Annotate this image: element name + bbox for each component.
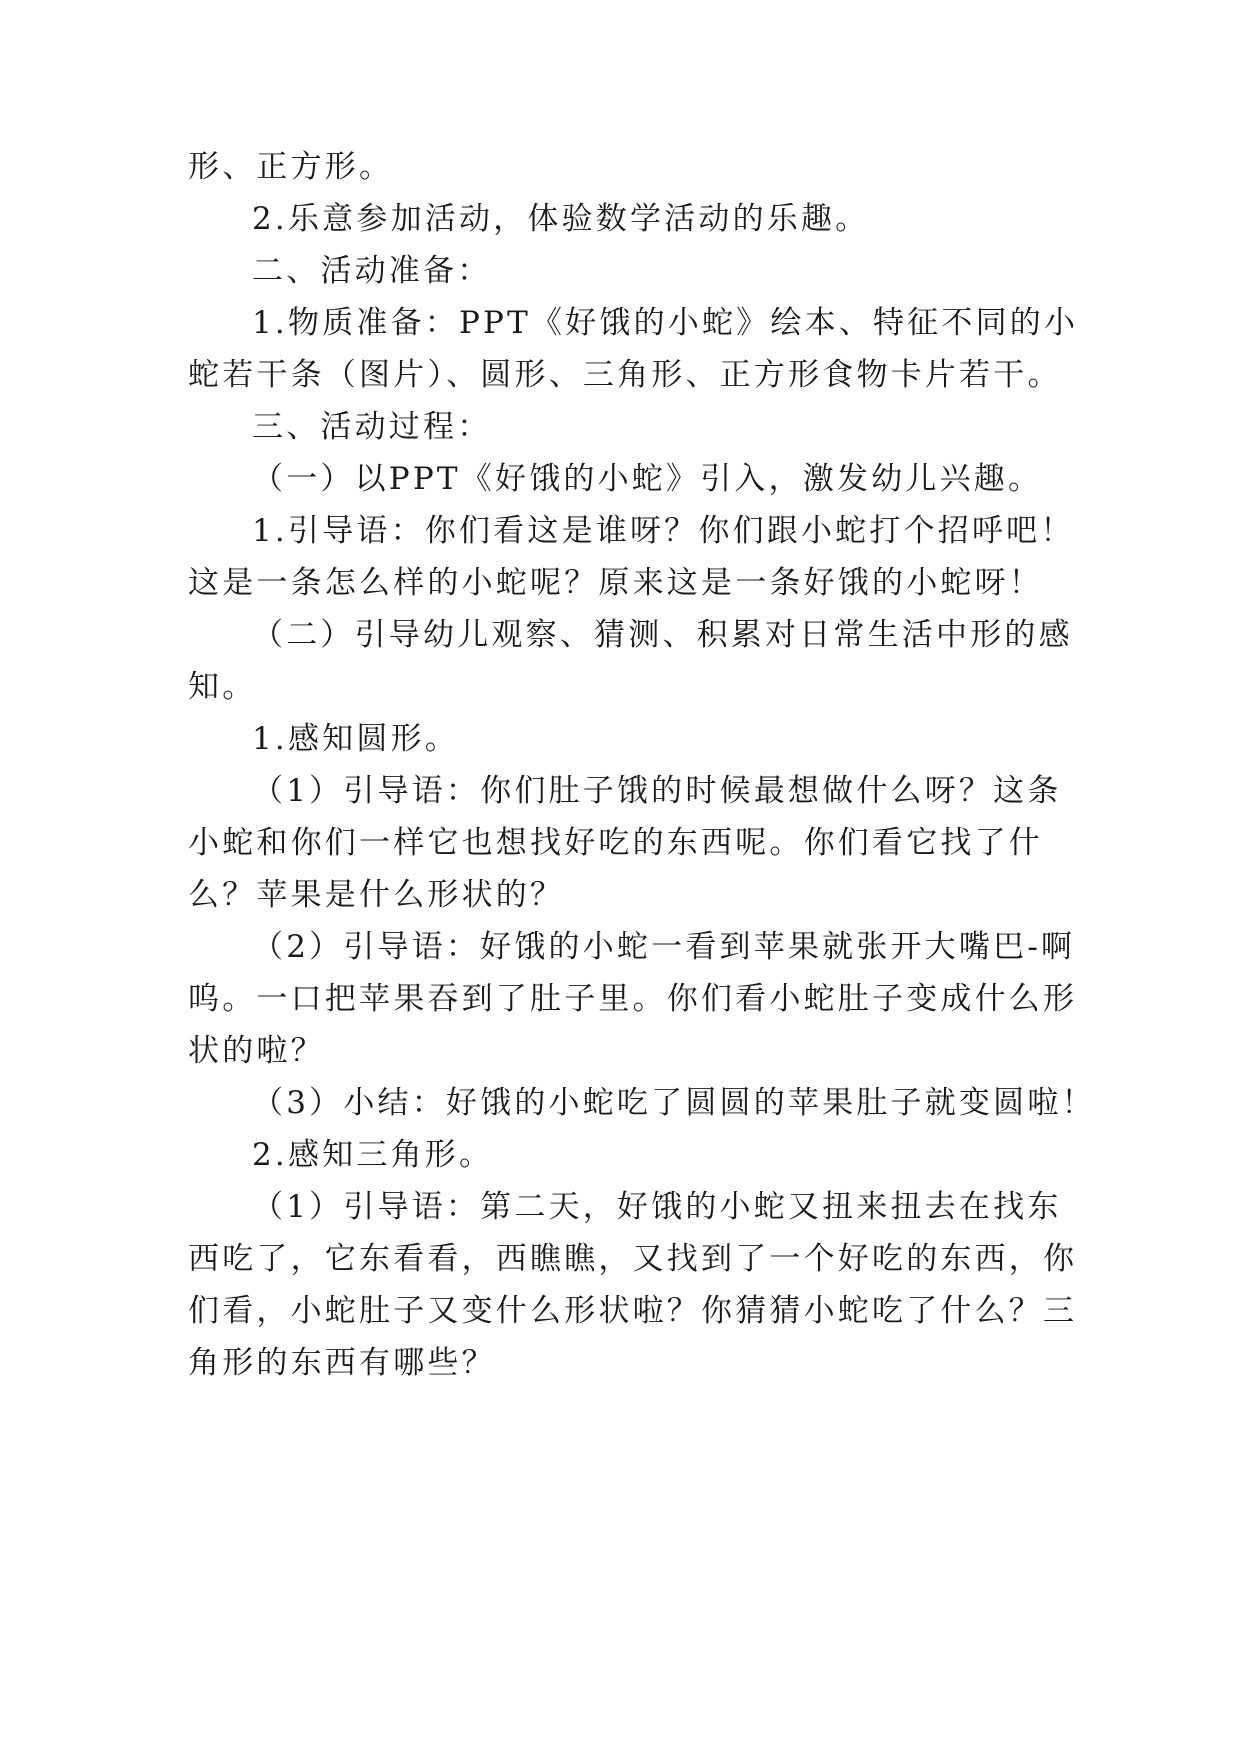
text-line: 角形的东西有哪些？ bbox=[188, 1345, 496, 1381]
text-line: 1.引导语：你们看这是谁呀？你们跟小蛇打个招呼吧！ bbox=[252, 513, 1075, 549]
text-line: 知。 bbox=[188, 669, 257, 705]
text-line: 这是一条怎么样的小蛇呢？原来这是一条好饿的小蛇呀！ bbox=[188, 565, 1043, 601]
text-line: （2）引导语：好饿的小蛇一看到苹果就张开大嘴巴-啊 bbox=[252, 929, 1076, 965]
text-line: （3）小结：好饿的小蛇吃了圆圆的苹果肚子就变圆啦！ bbox=[252, 1085, 1096, 1121]
text-line: 形、正方形。 bbox=[188, 149, 394, 185]
section-heading-process: 三、活动过程： bbox=[252, 409, 492, 445]
text-line: （1）引导语：第二天，好饿的小蛇又扭来扭去在找东 bbox=[252, 1189, 1062, 1225]
item-heading-triangle: 2.感知三角形。 bbox=[252, 1137, 494, 1173]
text-line: 呜。一口把苹果吞到了肚子里。你们看小蛇肚子变成什么形 bbox=[188, 981, 1078, 1017]
section-heading-preparation: 二、活动准备： bbox=[252, 253, 492, 289]
subsection-heading-1: （一）以PPT《好饿的小蛇》引入，激发幼儿兴趣。 bbox=[252, 461, 1043, 497]
text-line: 1.物质准备：PPT《好饿的小蛇》绘本、特征不同的小 bbox=[252, 305, 1079, 341]
objective-item-2: 2.乐意参加活动，体验数学活动的乐趣。 bbox=[252, 201, 870, 237]
text-line: 蛇若干条（图片）、圆形、三角形、正方形食物卡片若干。 bbox=[188, 357, 1062, 393]
text-line: 么？苹果是什么形状的？ bbox=[188, 877, 565, 913]
item-heading-circle: 1.感知圆形。 bbox=[252, 721, 459, 757]
text-line: 状的啦？ bbox=[188, 1033, 325, 1069]
text-line: （1）引导语：你们肚子饿的时候最想做什么呀？这条 bbox=[252, 773, 1062, 809]
text-line: 们看，小蛇肚子又变什么形状啦？你猜猜小蛇吃了什么？三 bbox=[188, 1293, 1078, 1329]
text-line: 小蛇和你们一样它也想找好吃的东西呢。你们看它找了什 bbox=[188, 825, 1043, 861]
text-line: 西吃了，它东看看，西瞧瞧，又找到了一个好吃的东西，你 bbox=[188, 1241, 1078, 1277]
subsection-heading-2: （二）引导幼儿观察、猜测、积累对日常生活中形的感 bbox=[252, 617, 1073, 653]
